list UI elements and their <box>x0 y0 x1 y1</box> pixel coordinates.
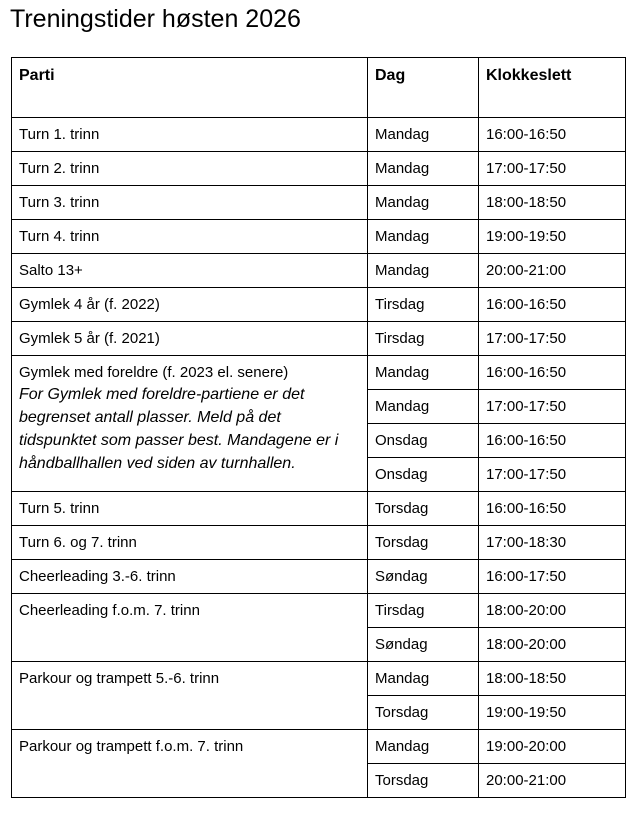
gymlek-foreldre-label: Gymlek med foreldre (f. 2023 el. senere) <box>19 364 289 381</box>
table-row <box>12 220 626 254</box>
cell-tid: 16:00-17:50 <box>479 560 626 594</box>
cell-parti-gymlek-foreldre <box>12 356 368 492</box>
cell-parti: Turn 1. trinn <box>12 118 368 152</box>
table-row <box>12 152 626 186</box>
cell-dag: Mandag <box>368 730 479 764</box>
cell-tid: 16:00-16:50 <box>479 492 626 526</box>
cell-tid: 18:00-20:00 <box>479 594 626 628</box>
cell-dag: Tirsdag <box>368 322 479 356</box>
cell-parti: Turn 5. trinn <box>12 492 368 526</box>
schedule-table <box>11 57 626 798</box>
cell-tid: 17:00-17:50 <box>479 458 626 492</box>
cell-tid: 18:00-20:00 <box>479 628 626 662</box>
table-row <box>12 492 626 526</box>
cell-dag: Mandag <box>368 662 479 696</box>
page-title: Treningstider høsten 2026 <box>10 5 301 33</box>
cell-tid: 16:00-16:50 <box>479 424 626 458</box>
cell-dag: Mandag <box>368 186 479 220</box>
table-row <box>12 594 626 628</box>
header-klokkeslett: Klokkeslett <box>479 58 626 118</box>
cell-dag: Søndag <box>368 560 479 594</box>
cell-tid: 17:00-18:30 <box>479 526 626 560</box>
cell-parti: Turn 2. trinn <box>12 152 368 186</box>
cell-parti: Parkour og trampett 5.-6. trinn <box>12 662 368 730</box>
table-row <box>12 730 626 764</box>
cell-tid: 17:00-17:50 <box>479 390 626 424</box>
table-row <box>12 288 626 322</box>
cell-dag: Torsdag <box>368 764 479 798</box>
cell-dag: Torsdag <box>368 526 479 560</box>
cell-dag: Søndag <box>368 628 479 662</box>
cell-parti: Turn 6. og 7. trinn <box>12 526 368 560</box>
cell-parti: Gymlek 5 år (f. 2021) <box>12 322 368 356</box>
table-row <box>12 186 626 220</box>
cell-tid: 16:00-16:50 <box>479 356 626 390</box>
cell-dag: Tirsdag <box>368 288 479 322</box>
cell-parti: Gymlek 4 år (f. 2022) <box>12 288 368 322</box>
cell-tid: 16:00-16:50 <box>479 288 626 322</box>
cell-tid: 17:00-17:50 <box>479 322 626 356</box>
table-row <box>12 662 626 696</box>
table-row <box>12 118 626 152</box>
cell-dag: Tirsdag <box>368 594 479 628</box>
table-row <box>12 356 626 390</box>
cell-dag: Onsdag <box>368 458 479 492</box>
cell-tid: 16:00-16:50 <box>479 118 626 152</box>
cell-parti: Cheerleading f.o.m. 7. trinn <box>12 594 368 662</box>
cell-dag: Mandag <box>368 220 479 254</box>
cell-tid: 20:00-21:00 <box>479 764 626 798</box>
cell-dag: Torsdag <box>368 696 479 730</box>
header-row <box>12 58 626 118</box>
cell-dag: Mandag <box>368 254 479 288</box>
table-row <box>12 322 626 356</box>
gymlek-foreldre-note: For Gymlek med foreldre-partiene er det begrenset antall plasser. Meld på det tidspunktet som passer best. Mandagene er i håndballhallen ved siden av turnhallen. <box>19 386 339 472</box>
cell-parti: Parkour og trampett f.o.m. 7. trinn <box>12 730 368 798</box>
cell-dag: Mandag <box>368 356 479 390</box>
cell-dag: Torsdag <box>368 492 479 526</box>
cell-tid: 18:00-18:50 <box>479 662 626 696</box>
cell-tid: 19:00-19:50 <box>479 696 626 730</box>
header-parti: Parti <box>12 58 368 118</box>
cell-dag: Onsdag <box>368 424 479 458</box>
cell-dag: Mandag <box>368 390 479 424</box>
cell-tid: 18:00-18:50 <box>479 186 626 220</box>
table-row <box>12 254 626 288</box>
table-row <box>12 526 626 560</box>
cell-dag: Mandag <box>368 152 479 186</box>
cell-parti: Cheerleading 3.-6. trinn <box>12 560 368 594</box>
cell-parti: Turn 3. trinn <box>12 186 368 220</box>
cell-tid: 17:00-17:50 <box>479 152 626 186</box>
table-row <box>12 560 626 594</box>
cell-parti: Salto 13+ <box>12 254 368 288</box>
cell-tid: 19:00-19:50 <box>479 220 626 254</box>
cell-tid: 19:00-20:00 <box>479 730 626 764</box>
cell-parti: Turn 4. trinn <box>12 220 368 254</box>
cell-tid: 20:00-21:00 <box>479 254 626 288</box>
header-dag: Dag <box>368 58 479 118</box>
cell-dag: Mandag <box>368 118 479 152</box>
